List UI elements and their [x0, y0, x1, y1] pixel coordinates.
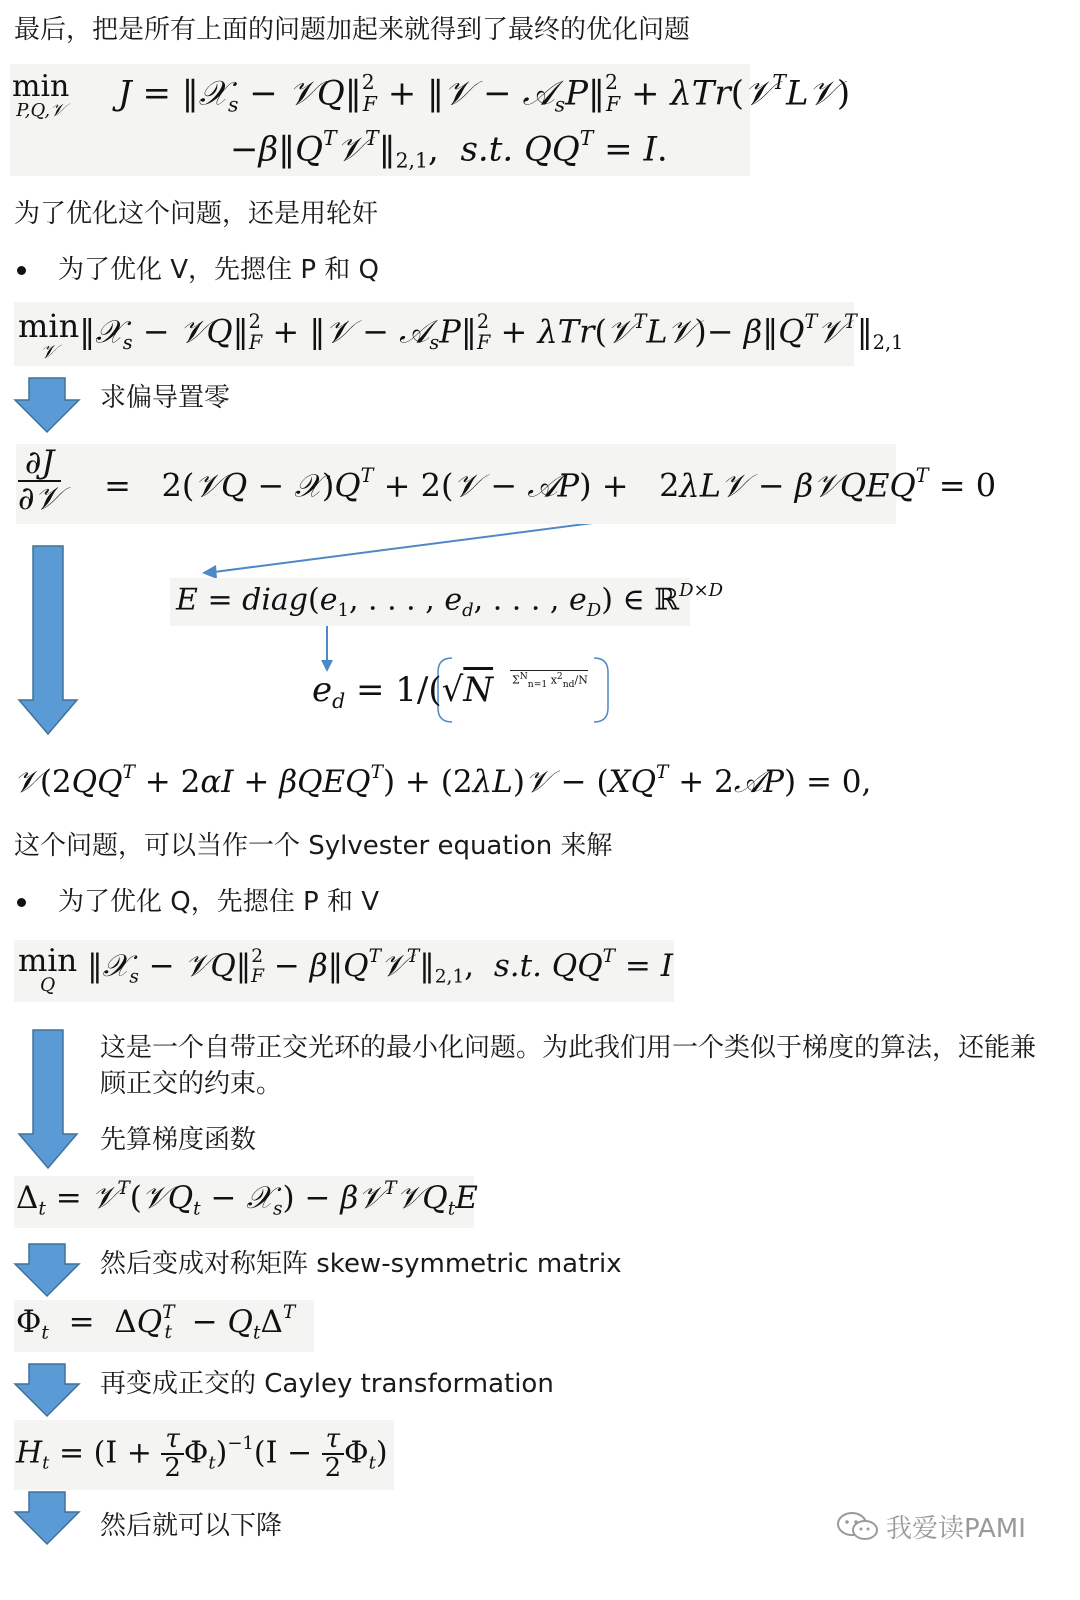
sylvester-formula: $𝒱(2QQ^T + 2\alpha I + \beta QEQ^T)$ + (2λL)𝒱 − ($XQ^T$ + 2𝒜P) = 0,: [14, 762, 872, 800]
phi-formula: $\Phi_t = \Delta Q^T_t - Q_t\Delta^T$: [14, 1300, 314, 1352]
down-arrow-icon: [19, 1030, 77, 1168]
step-gradient: 先算梯度函数: [100, 1125, 257, 1155]
wechat-icon: [836, 1510, 880, 1542]
sylvester-text: 这个问题，可以当作一个 Sylvester equation 来解: [14, 831, 613, 861]
delta-formula: $\Delta_t$ = 𝒱$^T$(𝒱Q$_t$ − 𝒳$_s$) − β𝒱$^T$𝒱Q$_t$E: [14, 1176, 474, 1228]
bullet-dot: [17, 898, 26, 907]
v-subproblem-formula: min 𝒱 ‖𝒳$_s$ − 𝒱Q‖$^2_F$ + ‖𝒱 − 𝒜$_s$P‖$^2_F$ + λTr(𝒱$^T$L𝒱)− $\beta‖Q^T𝒱^T‖_{2,1}$: [14, 302, 854, 366]
q-description-line2: 顾正交的约束。: [100, 1069, 283, 1099]
watermark: [836, 1506, 1036, 1546]
down-arrow-icon: [15, 1492, 79, 1544]
watermark-label: 我爱读PAMI: [886, 1514, 1026, 1544]
step-partial-derivative: 求偏导置零: [100, 383, 231, 413]
down-arrow-icon: [15, 1364, 79, 1416]
bullet-optimize-v: 为了优化 V，先摁住 P 和 Q: [58, 255, 379, 285]
step-cayley: 再变成正交的 Cayley transformation: [100, 1369, 554, 1399]
down-arrow-icon: [15, 378, 79, 432]
optimize-intro-text: 为了优化这个问题，还是用轮奸: [14, 199, 379, 229]
cayley-formula: $H_t = (I$ + $\frac{\tau}{2}$ $\Phi_t)^{-1}(I$ − $\frac{\tau}{2}$ $\Phi_t$): [14, 1420, 394, 1490]
bullet-optimize-q: 为了优化 Q，先摁住 P 和 V: [58, 887, 379, 917]
objective-formula: min P,Q,𝒱 J = ‖𝒳$_s$ − 𝒱Q‖$^2_F$ + ‖𝒱 − 𝒜$_s$P‖$^2_F$ + λTr(𝒱$^T$L𝒱) $-\beta‖Q^T𝒱^T‖_{2,1}$, s.t. $QQ^T = I$.: [10, 64, 750, 176]
e-definition-formula: $E = diag(e_1$, . . . , $e_d$, . . . , $e_D$) ∈ ℝ$^{D\times D}$: [170, 578, 690, 626]
q-description-line1: 这是一个自带正交光环的最小化问题。为此我们用一个类似于梯度的算法，还能兼: [100, 1033, 1037, 1063]
q-subproblem-formula: min Q ‖𝒳$_s$ − 𝒱Q‖$^2_F$ − $\beta‖Q^T𝒱^T‖_{2,1}$, s.t. $QQ^T = I$: [14, 940, 674, 1002]
ed-formula: $e_d = 1/(√N$ $\Sigma^N_{n=1}$ $x^2_{nd}/N$: [312, 670, 588, 714]
intro-text: 最后，把是所有上面的问题加起来就得到了最终的优化问题: [14, 15, 691, 45]
down-arrow-icon: [19, 546, 77, 734]
down-arrow-icon: [15, 1244, 79, 1296]
step-skew-symmetric: 然后变成对称矩阵 skew-symmetric matrix: [100, 1249, 622, 1279]
step-descend: 然后就可以下降: [100, 1511, 283, 1541]
partial-derivative-formula: $\frac{\partial J}{\text{∂𝒱}}$ = 2(𝒱Q − $𝒳)Q^T$ + 2(𝒱 − 𝒜P) + 2λL𝒱 − β𝒱QEQ$^T$ = 0: [16, 444, 896, 524]
